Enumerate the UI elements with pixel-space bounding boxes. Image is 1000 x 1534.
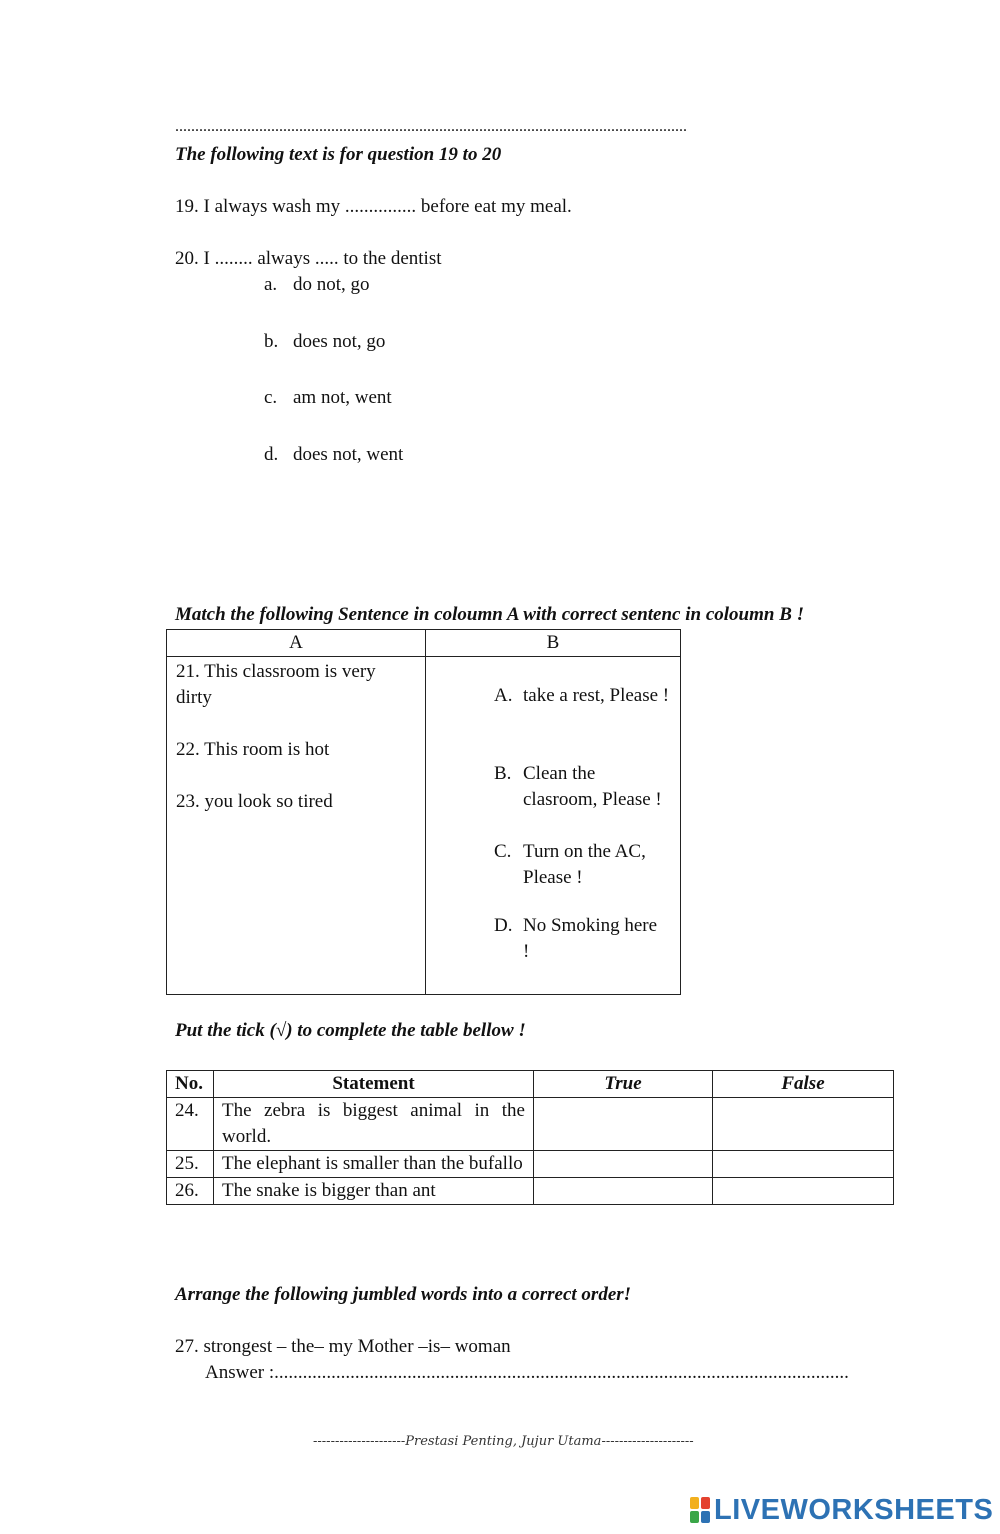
table-row (167, 1098, 894, 1151)
section4-heading: Arrange the following jumbled words into a correct order! (175, 1284, 632, 1305)
row-number: 24. (167, 1098, 214, 1151)
row-statement: The snake is bigger than ant (214, 1178, 534, 1205)
true-false-table (166, 1070, 894, 1205)
option-a[interactable] (264, 274, 370, 296)
option-letter: b. (264, 331, 279, 352)
answer-line[interactable]: Answer :......................................................................................................................... (205, 1362, 849, 1383)
question-27: 27. strongest – the– my Mother –is– woman (175, 1336, 511, 1357)
false-cell[interactable] (713, 1178, 894, 1205)
table-row (167, 1178, 894, 1205)
match-option-text: take a rest, Please ! (523, 685, 670, 706)
match-item-22: 22. This room is hot (176, 739, 330, 760)
match-option-letter: B. (494, 763, 512, 784)
match-option-text: No Smoking here ! (523, 915, 658, 962)
footer-dashes-right: --------------------- (601, 1434, 694, 1449)
section2-heading: Match the following Sentence in coloumn A with correct sentenc in coloumn B ! (175, 604, 805, 625)
option-letter: a. (264, 274, 278, 295)
option-text: am not, went (293, 387, 392, 408)
false-cell[interactable] (713, 1098, 894, 1151)
column-a-header: A (167, 630, 426, 657)
match-option-letter: A. (494, 685, 513, 706)
option-letter: c. (264, 387, 278, 408)
option-text: does not, went (293, 444, 404, 465)
top-dotted-line: ................................................................................................................................ (175, 118, 687, 135)
match-item-23: 23. you look so tired (176, 791, 333, 812)
option-c[interactable] (264, 387, 392, 409)
true-cell[interactable] (534, 1098, 713, 1151)
row-number: 25. (167, 1151, 214, 1178)
row-statement: The elephant is smaller than the bufallo (214, 1151, 534, 1178)
false-cell[interactable] (713, 1151, 894, 1178)
header-statement: Statement (214, 1071, 534, 1098)
match-option-letter: D. (494, 915, 513, 936)
footer-motto (313, 1434, 694, 1449)
question-19: 19. I always wash my ............... before eat my meal. (175, 196, 572, 217)
option-text: does not, go (293, 331, 386, 352)
match-option-letter: C. (494, 841, 512, 862)
column-b-cell (426, 657, 681, 995)
footer-dashes-left: --------------------- (313, 1434, 406, 1449)
option-text: do not, go (293, 274, 370, 295)
true-cell[interactable] (534, 1178, 713, 1205)
match-item-21: 21. This classroom is very dirty (176, 661, 376, 708)
matching-table (166, 629, 681, 995)
header-true: True (534, 1071, 713, 1098)
true-cell[interactable] (534, 1151, 713, 1178)
liveworksheets-logo[interactable] (690, 1494, 993, 1526)
footer-text: Prestasi Penting, Jujur Utama (405, 1434, 602, 1449)
table-row (167, 1151, 894, 1178)
section3-heading: Put the tick (√) to complete the table bellow ! (175, 1020, 526, 1041)
option-b[interactable] (264, 331, 385, 353)
header-false: False (713, 1071, 894, 1098)
row-statement: The zebra is biggest animal in the world. (214, 1098, 534, 1151)
question-20: 20. I ........ always ..... to the dentist (175, 248, 442, 269)
option-letter: d. (264, 444, 279, 465)
match-option-text: Turn on the AC, Please ! (523, 841, 646, 888)
logo-wordmark: LIVEWORKSHEETS (714, 1493, 994, 1526)
option-d[interactable] (264, 444, 403, 466)
match-option-text: Clean the clasroom, Please ! (523, 763, 662, 810)
column-a-cell (167, 657, 426, 995)
section1-heading: The following text is for question 19 to 20 (175, 144, 502, 165)
logo-icon (690, 1497, 710, 1523)
column-b-header: B (426, 630, 681, 657)
row-number: 26. (167, 1178, 214, 1205)
header-no: No. (167, 1071, 214, 1098)
